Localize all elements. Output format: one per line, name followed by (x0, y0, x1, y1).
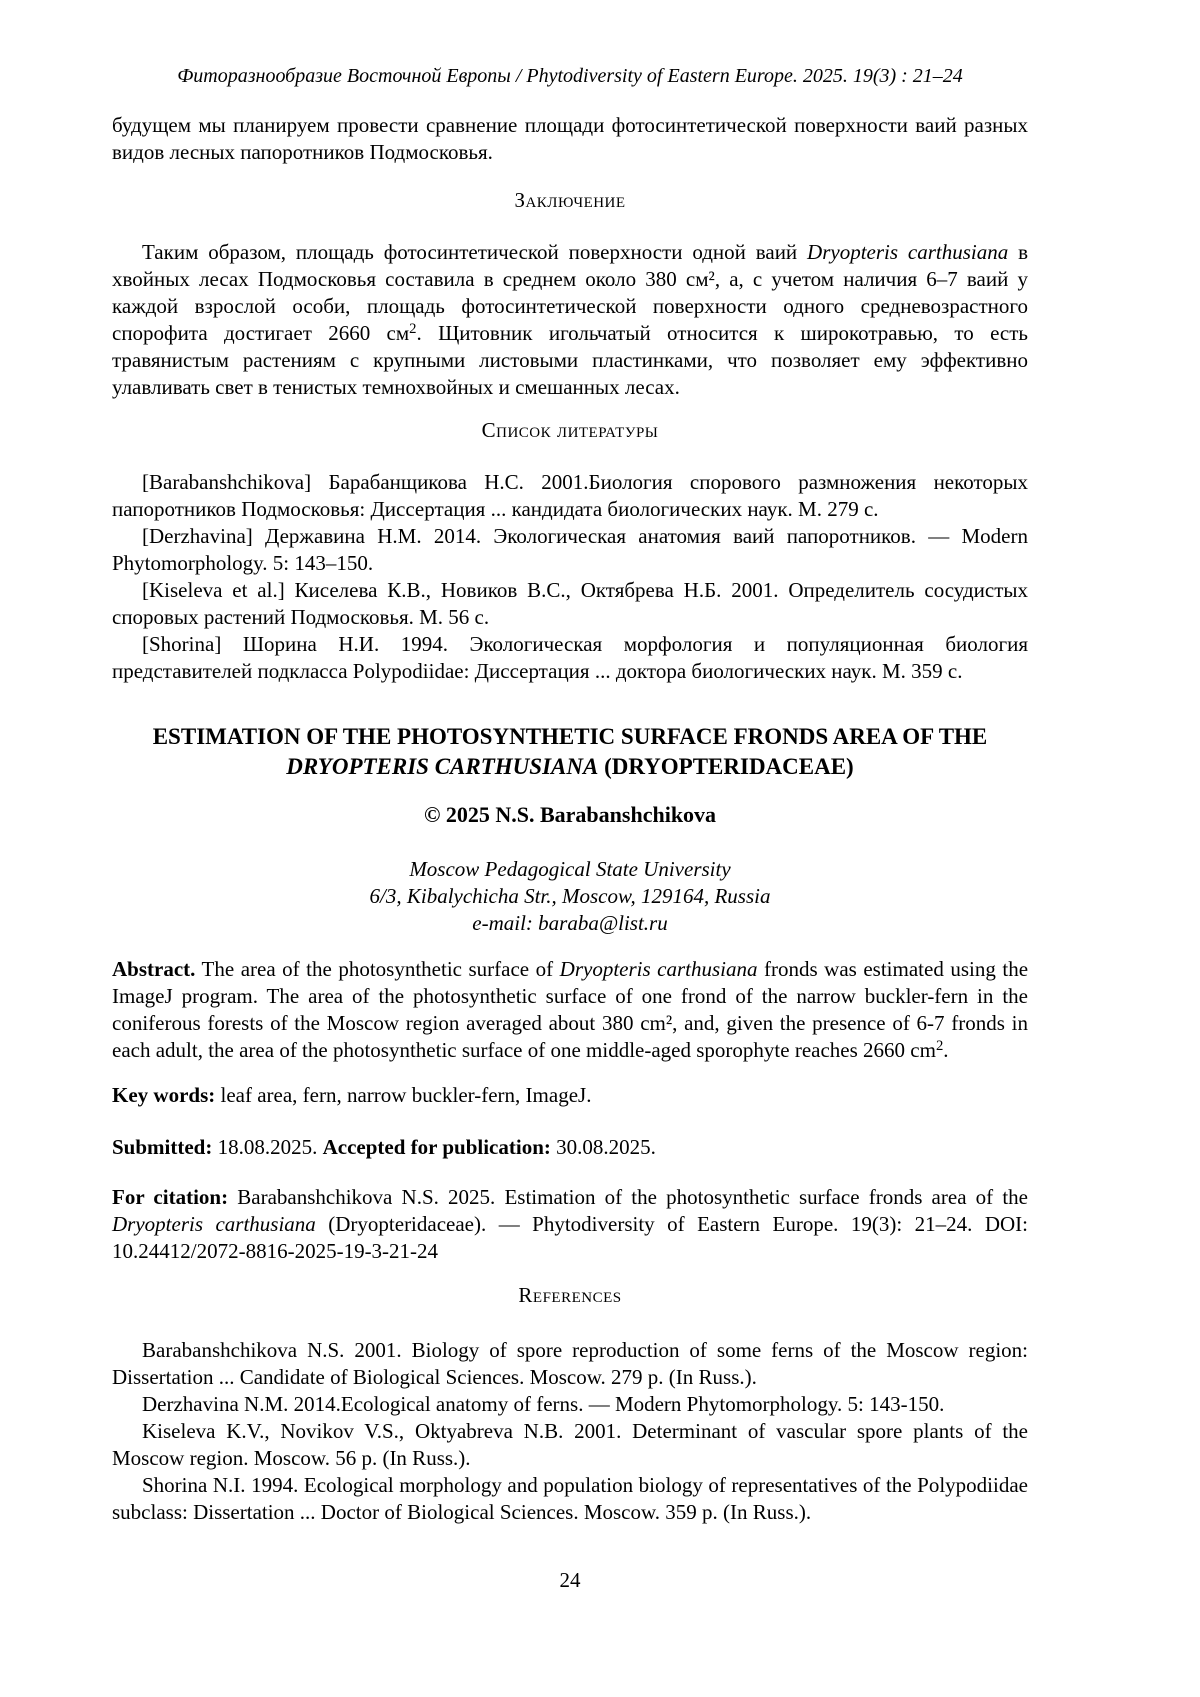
accepted-date: 30.08.2025. (550, 1135, 656, 1159)
conclusion-text-pre: Таким образом, площадь фотосинтетической поверхности одной ваий (142, 240, 808, 264)
english-title (112, 722, 1028, 782)
running-head: Фиторазнообразие Восточной Европы / Phytodiversity of Eastern Europe. 2025. 19(3) : 21–24 (177, 65, 963, 87)
superscript-two: 2 (409, 321, 417, 338)
en-reference-item: Kiseleva K.V., Novikov V.S., Oktyabreva N.B. 2001. Determinant of vascular spore plants of the Moscow region. Moscow. 56 p. (In Russ.). (112, 1419, 1028, 1470)
affiliation-block (112, 856, 1028, 937)
submitted-label: Submitted: (112, 1135, 213, 1159)
en-reference-item: Shorina N.I. 1994. Ecological morphology and population biology of representatives of the Polypodiidae subclass: Dissertation ... Doctor of Biological Sciences. Moscow. 359 p. (In Russ.). (112, 1473, 1028, 1524)
species-name-ru: Dryopteris carthusiana (807, 240, 1009, 264)
keywords-paragraph (112, 1082, 1028, 1109)
english-title-tail: (DRYOPTERIDACEAE) (598, 754, 854, 779)
abstract-paragraph (112, 956, 1028, 1064)
en-reference-list (112, 1337, 1028, 1526)
keywords-text: leaf area, fern, narrow buckler-fern, ImageJ. (215, 1083, 592, 1107)
english-title-line1: ESTIMATION OF THE PHOTOSYNTHETIC SURFACE FRONDS AREA OF THE (152, 724, 988, 749)
citation-text-post: (Dryopteridaceae). — Phytodiversity of Eastern Europe. 19(3): 21–24. DOI: 10.24412/2072-8816-2025-19-3-21-24 (112, 1212, 1029, 1263)
submitted-date: 18.08.2025. (212, 1135, 323, 1159)
intro-paragraph: будущем мы планируем провести сравнение площади фотосинтетической поверхности ваий разных видов лесных папоротников Подмосковья. (112, 113, 1028, 164)
ru-reference-item: [Kiseleva et al.] Киселева К.В., Новиков В.С., Октябрева Н.Б. 2001. Определитель сосудистых споровых растений Подмосковья. М. 56 с. (112, 578, 1028, 629)
abstract-label: Abstract. (112, 957, 196, 981)
species-name-citation: Dryopteris carthusiana (112, 1212, 316, 1236)
copyright-line: © 2025 N.S. Barabanshchikova (423, 802, 717, 827)
ru-reference-list (112, 469, 1028, 685)
en-references-heading: References (518, 1283, 622, 1307)
affiliation-address: 6/3, Kibalychicha Str., Moscow, 129164, Russia (369, 884, 771, 908)
affiliation-email: e-mail: baraba@list.ru (472, 911, 668, 935)
ru-reference-item: [Derzhavina] Державина Н.М. 2014. Экологическая анатомия ваий папоротников. — Modern Phytomorphology. 5: 143–150. (112, 524, 1028, 575)
conclusion-heading: Заключение (514, 188, 626, 212)
conclusion-text-mid: в хвойных лесах Подмосковья составила в среднем около 380 см², а, с учетом наличия 6–7 ваий у каждой взрослой особи, площадь фотосинтетической поверхности одного средневозрастного спорофита достигает 2660 см (112, 240, 1028, 345)
keywords-label: Key words: (112, 1083, 216, 1107)
ru-reference-item: [Barabanshchikova] Барабанщикова Н.С. 2001.Биология спорового размножения некоторых папоротников Подмосковья: Диссертация ... кандидата биологических наук. М. 279 с. (112, 470, 1028, 521)
citation-paragraph (112, 1184, 1028, 1265)
citation-label: For citation: (112, 1185, 229, 1209)
conclusion-text-post: . Щитовник игольчатый относится к широкотравью, то есть травянистым растениям с крупными листовыми пластинками, что позволяет ему эффективно улавливать свет в тенистых темнохвойных и смешанных лесах. (112, 321, 1028, 399)
superscript-two: 2 (935, 1038, 944, 1055)
conclusion-paragraph (112, 239, 1028, 401)
en-reference-item: Barabanshchikova N.S. 2001. Biology of spore reproduction of some ferns of the Moscow region: Dissertation ... Candidate of Biological Sciences. Moscow. 279 p. (In Russ.). (112, 1338, 1028, 1389)
species-name-abstract: Dryopteris carthusiana (559, 957, 758, 981)
abstract-text-post: . (943, 1038, 949, 1062)
abstract-text-pre: The area of the photosynthetic surface of (195, 957, 560, 981)
citation-text-pre: Barabanshchikova N.S. 2025. Estimation of the photosynthetic surface fronds area of the (228, 1185, 1028, 1209)
abstract-text-mid: fronds was estimated using the ImageJ program. The area of the photosynthetic surface of one frond of the narrow buckler-fern in the coniferous forests of the Moscow region averaged about 380 cm², and, given the presence of 6-7 fronds in each adult, the area of the photosynthetic surface of one middle-aged sporophyte reaches 2660 cm (112, 957, 1029, 1062)
page-number: 24 (559, 1568, 581, 1592)
ru-reference-item: [Shorina] Шорина Н.И. 1994. Экологическая морфология и популяционная биология представителей подкласса Polypodiidae: Диссертация ... доктора биологических наук. М. 359 с. (112, 632, 1028, 683)
accepted-label: Accepted for publication: (322, 1135, 551, 1159)
ru-references-heading: Список литературы (481, 418, 659, 442)
en-reference-item: Derzhavina N.M. 2014.Ecological anatomy of ferns. — Modern Phytomorphology. 5: 143-150. (142, 1392, 945, 1416)
affiliation-university: Moscow Pedagogical State University (409, 857, 731, 881)
species-name-title: DRYOPTERIS CARTHUSIANA (286, 754, 599, 779)
dates-paragraph (112, 1134, 1028, 1161)
